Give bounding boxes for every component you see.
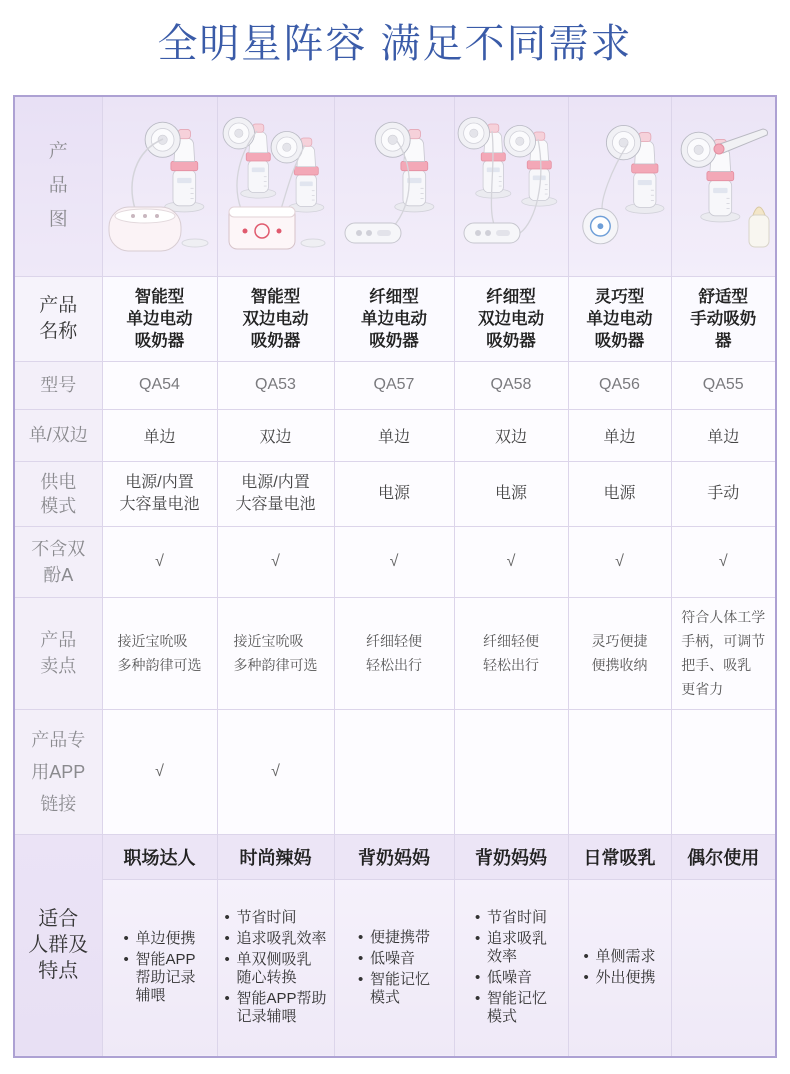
row-app-link <box>14 709 776 834</box>
row-model <box>14 361 776 409</box>
feature-list-cell <box>334 879 454 1057</box>
feature-item: • 低噪音 <box>358 950 430 968</box>
feature-item: • 智能记忆 模式 <box>358 971 430 1007</box>
audience-title: 偶尔使用 <box>671 834 776 879</box>
checkmark: √ <box>102 526 217 597</box>
feature-item: • 便捷携带 <box>358 929 430 947</box>
feature-item: • 单边便携 <box>123 930 195 948</box>
power-mode-value: 电源 <box>568 461 671 526</box>
audience-title: 时尚辣妈 <box>217 834 334 879</box>
feature-list-cell <box>217 879 334 1057</box>
product-name: 纤细型 单边电动 吸奶器 <box>334 276 454 361</box>
checkmark: √ <box>217 526 334 597</box>
feeding-bottle <box>749 207 769 247</box>
product-name: 灵巧型 单边电动 吸奶器 <box>568 276 671 361</box>
selling-point-cell <box>671 597 776 709</box>
controller <box>345 223 401 243</box>
single-double-value: 单边 <box>671 409 776 461</box>
selling-point-cell <box>217 597 334 709</box>
selling-point-cell <box>454 597 568 709</box>
row-label-bpa-free: 不含双 酚A <box>14 526 102 597</box>
feature-list <box>224 906 326 1029</box>
controller <box>464 223 520 243</box>
selling-point-cell <box>568 597 671 709</box>
feature-item: • 节省时间 <box>475 909 547 927</box>
selling-point-cell <box>102 597 217 709</box>
power-mode-value: 电源 <box>454 461 568 526</box>
power-mode-value: 电源/内置 大容量电池 <box>217 461 334 526</box>
single-double-value: 双边 <box>454 409 568 461</box>
row-label-product-image: 产 品 图 <box>14 96 102 276</box>
motor-unit <box>582 209 617 244</box>
row-single-double <box>14 409 776 461</box>
row-label-model: 型号 <box>14 361 102 409</box>
slim-double-electric-breast-pump-icon <box>456 111 566 261</box>
model-number: QA57 <box>334 361 454 409</box>
manual-breast-pump-icon <box>673 111 773 261</box>
model-number: QA58 <box>454 361 568 409</box>
page-title: 全明星阵容 满足不同需求 <box>157 22 633 66</box>
product-image-cell-qa55 <box>671 96 776 276</box>
selling-point-text: 灵巧便捷 便携收纳 <box>591 633 648 673</box>
power-mode-value: 手动 <box>671 461 776 526</box>
pump-unit <box>504 126 557 207</box>
feature-item: • 智能APP帮助 记录辅喂 <box>224 990 326 1026</box>
model-number: QA54 <box>102 361 217 409</box>
row-audience-features <box>14 879 776 1057</box>
selling-point-text: 纤细轻便 轻松出行 <box>366 633 422 673</box>
empty-cell <box>568 709 671 834</box>
feature-item: • 单双侧吸乳 随心转换 <box>224 951 326 987</box>
feature-list <box>583 945 655 990</box>
row-power-mode <box>14 461 776 526</box>
checkmark: √ <box>334 526 454 597</box>
empty-cell <box>334 709 454 834</box>
feature-item: • 追求吸乳效率 <box>224 930 326 948</box>
double-electric-breast-pump-icon <box>221 111 331 261</box>
single-electric-breast-pump-icon <box>105 111 215 261</box>
product-name: 纤细型 双边电动 吸奶器 <box>454 276 568 361</box>
pump-unit <box>375 122 434 212</box>
checkmark: √ <box>454 526 568 597</box>
model-number: QA53 <box>217 361 334 409</box>
empty-cell <box>671 879 776 1057</box>
row-label-app-link: 产品专 用APP 链接 <box>14 709 102 834</box>
comparison-table <box>13 95 777 1058</box>
row-audience-header <box>14 834 776 879</box>
empty-cell <box>671 709 776 834</box>
row-selling-points <box>14 597 776 709</box>
feature-item: • 节省时间 <box>224 909 326 927</box>
product-image-cell-qa57 <box>334 96 454 276</box>
row-bpa-free <box>14 526 776 597</box>
audience-title: 背奶妈妈 <box>334 834 454 879</box>
product-image-cell-qa53 <box>217 96 334 276</box>
single-double-value: 单边 <box>334 409 454 461</box>
pump-unit <box>271 132 324 213</box>
single-double-value: 单边 <box>568 409 671 461</box>
pump-unit <box>458 118 511 199</box>
feature-list <box>123 927 195 1008</box>
checkmark: √ <box>217 709 334 834</box>
checkmark: √ <box>671 526 776 597</box>
pump-unit <box>606 126 664 214</box>
selling-point-text: 接近宝吮吸 多种韵律可选 <box>233 633 318 673</box>
audience-title: 职场达人 <box>102 834 217 879</box>
feature-list <box>358 926 430 1010</box>
pump-unit <box>223 118 276 199</box>
feature-list-cell <box>568 879 671 1057</box>
motor-unit <box>229 207 295 249</box>
checkmark: √ <box>102 709 217 834</box>
product-image-cell-qa58 <box>454 96 568 276</box>
power-mode-value: 电源/内置 大容量电池 <box>102 461 217 526</box>
selling-point-cell <box>334 597 454 709</box>
feature-item: • 智能记忆 模式 <box>475 990 547 1026</box>
row-label-audience: 适合 人群及 特点 <box>14 834 102 1057</box>
row-product-name <box>14 276 776 361</box>
row-label-product-name: 产品 名称 <box>14 276 102 361</box>
row-label-selling-points: 产品 卖点 <box>14 597 102 709</box>
feature-item: • 外出便携 <box>583 969 655 987</box>
audience-title: 背奶妈妈 <box>454 834 568 879</box>
selling-point-text: 接近宝吮吸 多种韵律可选 <box>117 633 202 673</box>
model-number: QA55 <box>671 361 776 409</box>
row-label-power-mode: 供电 模式 <box>14 461 102 526</box>
single-double-value: 单边 <box>102 409 217 461</box>
feature-item: • 低噪音 <box>475 969 547 987</box>
product-name: 智能型 双边电动 吸奶器 <box>217 276 334 361</box>
feature-list <box>475 906 547 1029</box>
row-product-image <box>14 96 776 276</box>
motor-unit <box>109 207 181 251</box>
selling-point-text: 纤细轻便 轻松出行 <box>483 633 539 673</box>
compact-single-electric-breast-pump-icon <box>571 111 669 261</box>
feature-list-cell <box>102 879 217 1057</box>
audience-title: 日常吸乳 <box>568 834 671 879</box>
feature-item: • 追求吸乳 效率 <box>475 930 547 966</box>
single-double-value: 双边 <box>217 409 334 461</box>
selling-point-text: 符合人体工学 手柄，可调节 把手、吸乳 更省力 <box>681 609 766 697</box>
row-label-single-double: 单/双边 <box>14 409 102 461</box>
power-mode-value: 电源 <box>334 461 454 526</box>
model-number: QA56 <box>568 361 671 409</box>
product-image-cell-qa54 <box>102 96 217 276</box>
checkmark: √ <box>568 526 671 597</box>
product-name: 智能型 单边电动 吸奶器 <box>102 276 217 361</box>
pump-unit <box>145 122 204 212</box>
product-image-cell-qa56 <box>568 96 671 276</box>
feature-list-cell <box>454 879 568 1057</box>
feature-item: • 单侧需求 <box>583 948 655 966</box>
product-name: 舒适型 手动吸奶 器 <box>671 276 776 361</box>
feature-item: • 智能APP 帮助记录 辅喂 <box>123 951 195 1005</box>
slim-single-electric-breast-pump-icon <box>339 111 449 261</box>
empty-cell <box>454 709 568 834</box>
